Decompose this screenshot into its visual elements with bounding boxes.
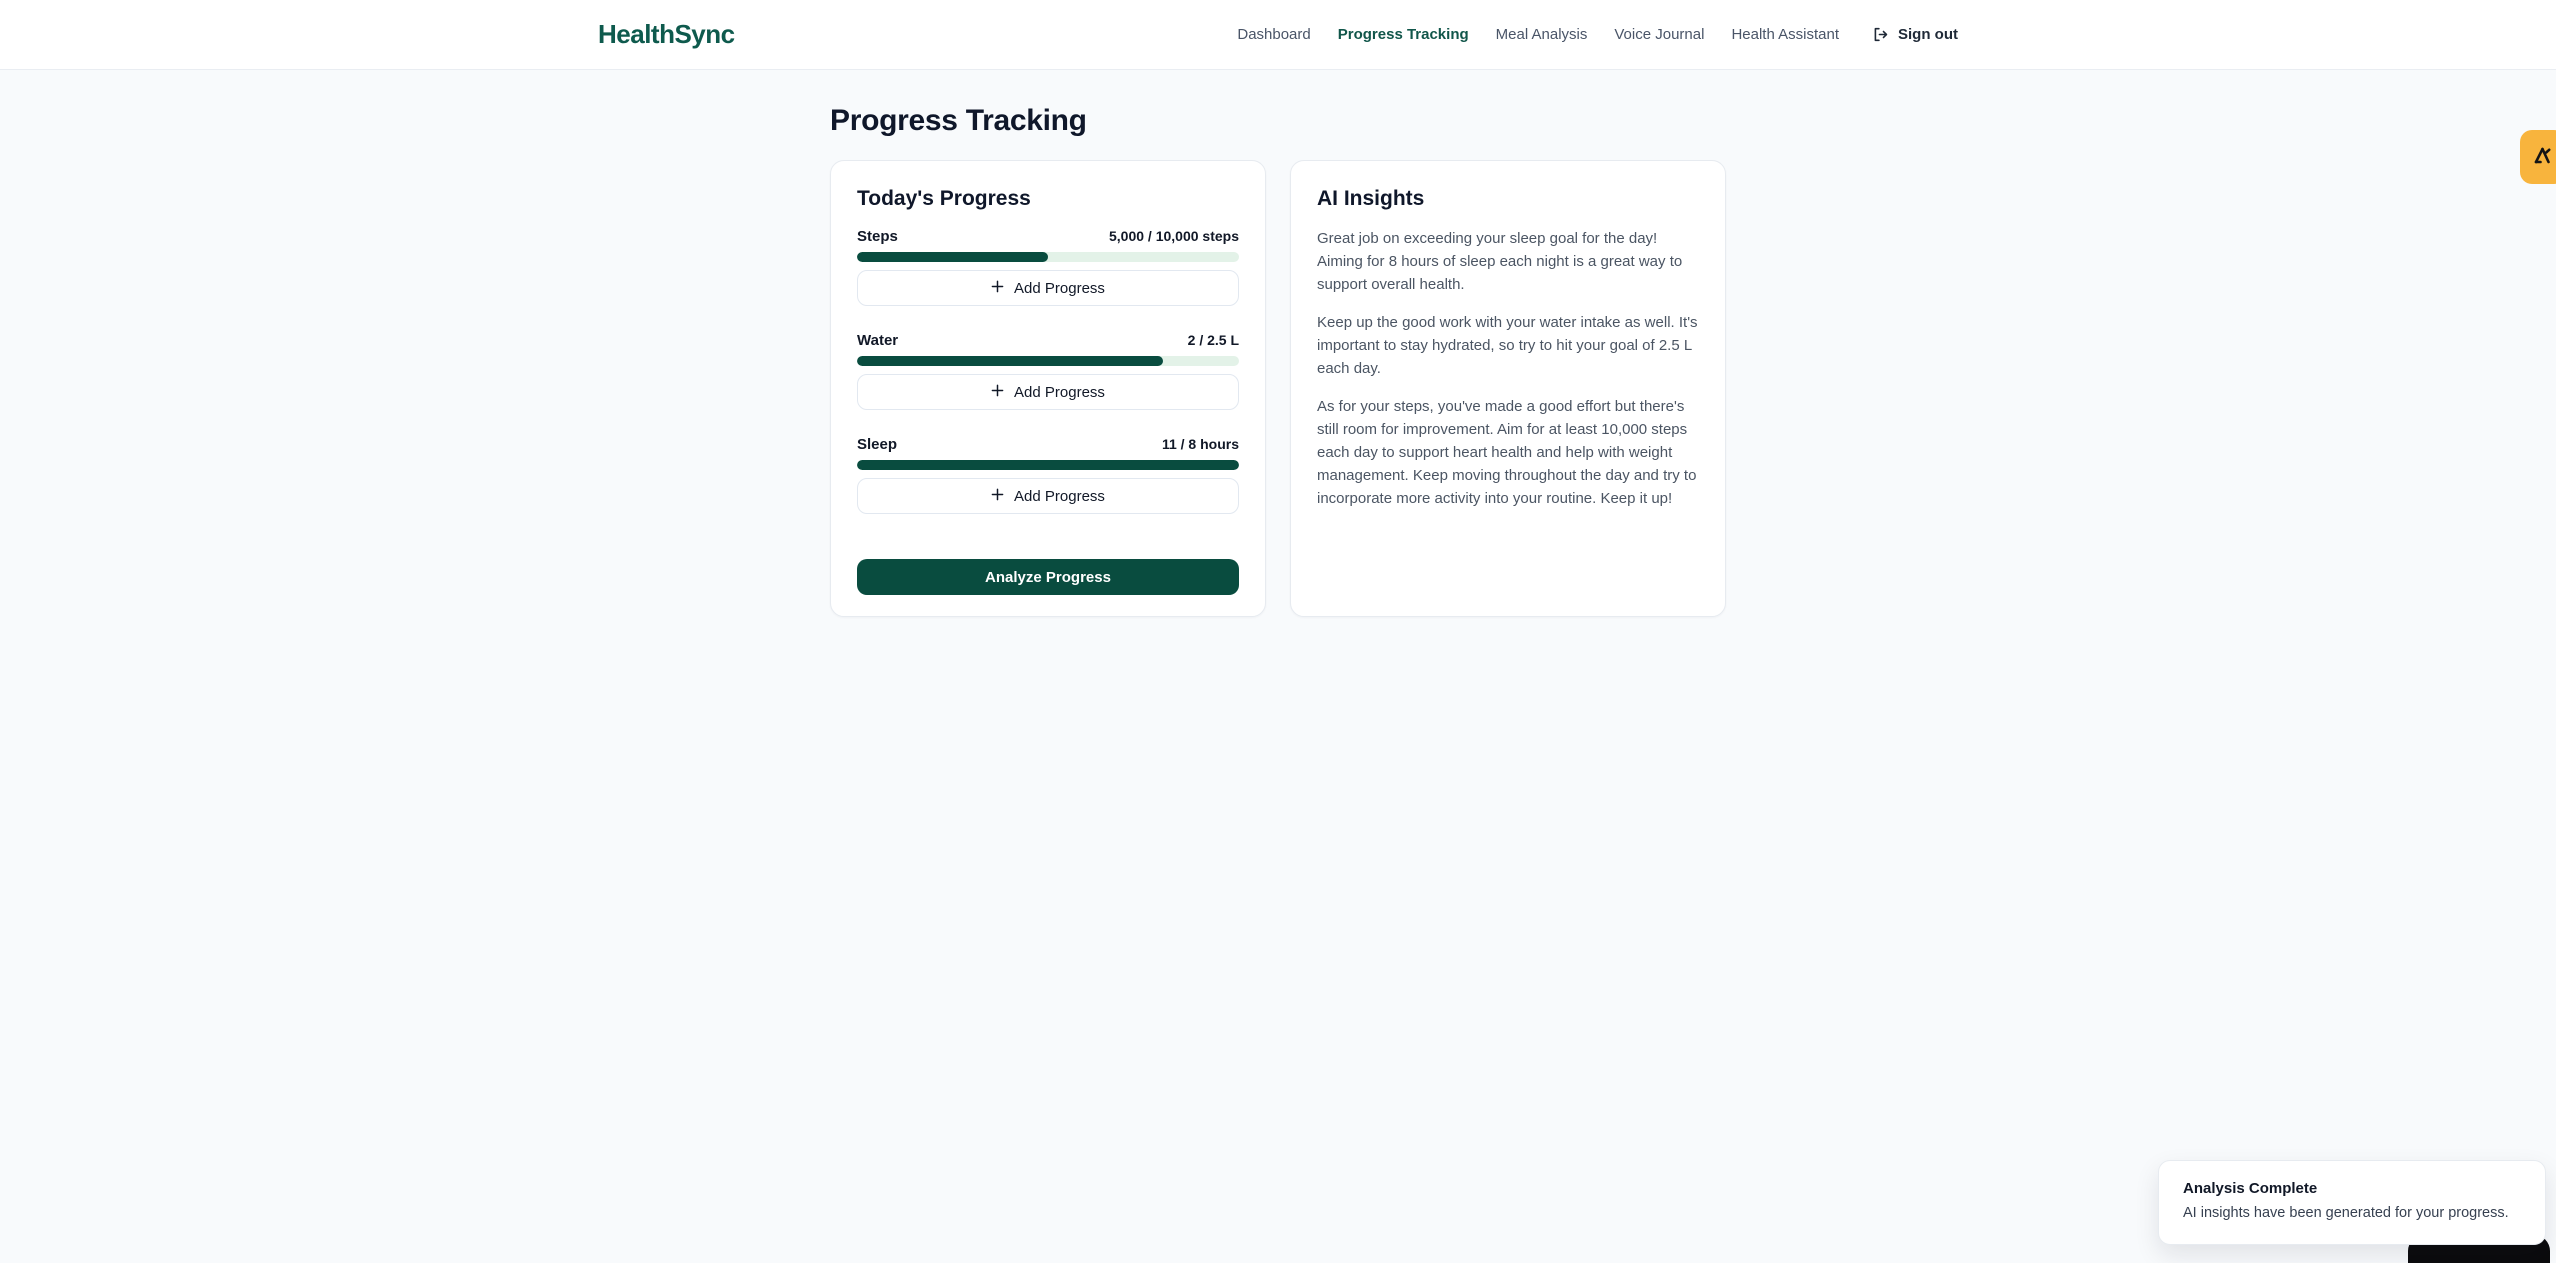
top-header (0, 0, 2556, 70)
sleep-value: 11 / 8 hours (1161, 436, 1239, 452)
water-progress-fill (857, 356, 1163, 366)
sleep-progress-fill (857, 460, 1239, 470)
sleep-add-progress-button[interactable] (857, 478, 1239, 514)
sleep-metric (857, 435, 1239, 514)
insight-paragraph: Keep up the good work with your water intake as well. It's important to stay hydrated, so try to hit your goal of 2.5 L each day. (1317, 314, 1698, 377)
primary-nav (1237, 26, 1958, 43)
nav-item-dashboard[interactable]: Dashboard (1237, 26, 1311, 43)
nav-item-meal-analysis[interactable]: Meal Analysis (1495, 26, 1588, 43)
steps-progress-fill (857, 252, 1048, 262)
page-title: Progress Tracking (830, 104, 1087, 137)
stylized-a-logo-icon (2531, 143, 2555, 172)
nav-item-health-assistant[interactable]: Health Assistant (1731, 26, 1839, 43)
analyze-progress-button[interactable]: Analyze Progress (857, 559, 1239, 595)
nav-item-voice-journal[interactable]: Voice Journal (1614, 26, 1705, 43)
ai-insights-title: AI Insights (1317, 187, 1425, 210)
water-add-progress-button[interactable] (857, 374, 1239, 410)
main-content (830, 104, 1726, 617)
todays-progress-card (830, 160, 1266, 617)
sign-out-button[interactable] (1872, 26, 1958, 43)
steps-add-progress-button[interactable] (857, 270, 1239, 306)
logout-icon (1872, 26, 1889, 43)
water-label: Water (857, 332, 899, 349)
add-progress-label: Add Progress (1014, 383, 1105, 401)
water-progress-bar (857, 356, 1239, 366)
nav-item-progress-tracking[interactable]: Progress Tracking (1337, 26, 1469, 43)
steps-progress-bar (857, 252, 1239, 262)
add-progress-label: Add Progress (1014, 279, 1105, 297)
toast-title: Analysis Complete (2183, 1180, 2318, 1197)
toast-analysis-complete[interactable] (2158, 1160, 2546, 1245)
plus-icon (991, 280, 1004, 297)
plus-icon (991, 384, 1004, 401)
add-progress-label: Add Progress (1014, 487, 1105, 505)
steps-metric (857, 227, 1239, 306)
water-metric (857, 331, 1239, 410)
steps-label: Steps (857, 228, 898, 245)
insight-paragraph: As for your steps, you've made a good effort but there's still room for improvement. Aim for at least 10,000 steps each day to support heart health and help with weight management. Keep moving throughout the day and try to incorporate more activity into your routine. Keep it up! (1317, 398, 1697, 507)
steps-value: 5,000 / 10,000 steps (1109, 228, 1239, 244)
sleep-label: Sleep (857, 436, 898, 453)
brand-logo[interactable]: HealthSync (598, 19, 735, 49)
plus-icon (991, 488, 1004, 505)
insight-paragraph: Great job on exceeding your sleep goal for the day! Aiming for 8 hours of sleep each night is a great way to support overall health. (1317, 230, 1683, 293)
water-value: 2 / 2.5 L (1187, 332, 1239, 348)
sign-out-label: Sign out (1898, 26, 1958, 43)
todays-progress-title: Today's Progress (857, 187, 1031, 210)
toast-message: AI insights have been generated for your progress. (2183, 1205, 2509, 1221)
ai-insights-card (1290, 160, 1726, 617)
sleep-progress-bar (857, 460, 1239, 470)
floating-widget-button[interactable] (2520, 130, 2556, 184)
